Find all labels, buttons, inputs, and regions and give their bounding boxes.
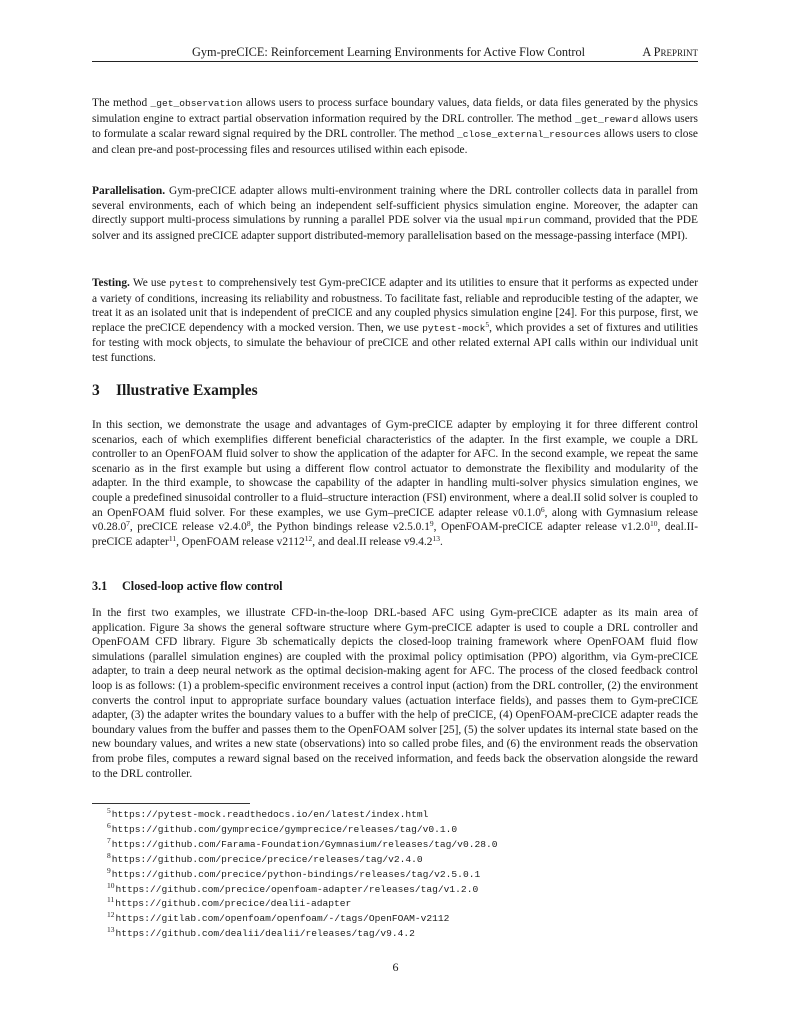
footnote-mark: 9 (107, 865, 111, 875)
paragraph-intro (92, 418, 698, 549)
text: In the first two examples, we illustrate CFD-in-the-loop DRL-based AFC using Gym-preCICE adapter as its main area of application. Figure 3a shows the general software structure where Gym-preCICE adapter is used to couple a DRL controller and OpenFOAM CFD library. Figure 3b schematically depicts the closed-loop training framework where OpenFOAM fluid flow simulations (parallel simulation engines) are coupled with the proximal policy optimisation (PPO) algorithm, via Gym-preCICE adapter, to train a deep neural network as the optimal decision-making agent for AFC. The process of the closed feedback control loop is as follows: (1) a problem-specific environment receives a control input (action) from the DRL controller, (2) the environment converts the control input to appropriate surface boundary values (actuation interface fields), and passes them to Gym-preCICE adapter, (3) the adapter writes the boundary values to a buffer with the help of preCICE, (4) OpenFOAM-preCICE adapter reads the boundary values from the buffer and passes them to the OpenFOAM solver [25], (5) the solver updates its internal state based on the new boundary values, and writes a new state (observations) into so called probe files, and (6) the environment reads the observation from probe files, computes a reward signal based on the received information, and feeds back the observation alongside the reward to the DRL controller. (92, 607, 698, 780)
footnote-ref: 8 (246, 519, 251, 529)
text: , OpenFOAM release v2112 (176, 535, 305, 548)
paragraph-parallelisation (92, 184, 698, 243)
text: . (439, 535, 443, 548)
footnote-item (107, 850, 667, 868)
footnote-ref: 6 (540, 504, 545, 514)
code-pytest-mock: pytest-mock (422, 322, 486, 334)
header-title: Gym-preCICE: Reinforcement Learning Environments for Active Flow Control (192, 45, 586, 59)
text: , the Python bindings release v2.5.0.1 (250, 521, 430, 534)
footnote-mark: 10 (107, 880, 115, 890)
code-get-reward: _get_reward (575, 113, 639, 125)
text: , and deal.II release v9.4.2 (312, 535, 433, 548)
footnote-link[interactable]: https://github.com/Farama-Foundation/Gymnasium/releases/tag/v0.28.0 (111, 838, 498, 850)
header-rule (92, 61, 698, 62)
text: command, provided that the PDE solver and its assigned preCICE adapter support distributed-memory parallelisation based on the message-passing interface (MPI). (92, 214, 698, 242)
footnote-mark: 7 (107, 835, 111, 845)
text: , OpenFOAM-preCICE adapter release v1.2.0 (433, 521, 650, 534)
code-close-external-resources: _close_external_resources (457, 129, 601, 141)
footnote-ref: 9 (429, 519, 434, 529)
subsection-title: Closed-loop active flow control (122, 579, 283, 593)
section-heading (92, 382, 258, 400)
subsection-number: 3.1 (92, 579, 108, 593)
footnote-link[interactable]: https://github.com/gymprecice/gymprecice/releases/tag/v0.1.0 (111, 823, 458, 835)
section-title: Illustrative Examples (116, 382, 258, 399)
footnote-mark: 11 (107, 895, 115, 905)
footnote-item (107, 912, 667, 927)
paragraph-heading: Parallelisation. (92, 185, 166, 197)
footnote-mark: 6 (107, 820, 111, 830)
subsection-heading (92, 579, 283, 594)
footnote-item (107, 880, 667, 898)
footnote-item (107, 897, 667, 912)
footnote-mark: 5 (107, 806, 111, 815)
code-get-observation: _get_observation (150, 98, 243, 109)
paragraph-testing (92, 276, 698, 366)
paragraph-methods (92, 96, 698, 157)
code-mpirun: mpirun (506, 215, 541, 227)
footnote-mark: 8 (107, 850, 111, 860)
footnote-link[interactable]: https://github.com/precice/python-bindings/releases/tag/v2.5.0.1 (111, 868, 481, 880)
text: to comprehensively test Gym-preCICE adapter and its utilities to ensure that it performs as expected under a variety of conditions, increasing its reliability and robustness. To facilitate fast, reliable and reproducible testing of the adapter, we treat it as an isolated unit that is independent of preCICE and any coupled physics simulation engine [24]. For this purpose, first, we replace the preCICE dependency with a mocked version. Then, we use (92, 277, 698, 334)
text: In this section, we demonstrate the usage and advantages of Gym-preCICE adapter by employing it for three different control scenarios, each of which exemplifies different beneficial characteristics of the adapter. In the first example, we couple a DRL controller to an OpenFOAM fluid solver to show the application of the adapter for AFC. In the second example, we repeat the same scenario as in the first example but using a different flow control actuator to demonstrate the flexibility and modularity of the adapter. In the third example, to showcase the capability of the adapter in handling multi-solver physics simulation engines, we couple a predefined sinusoidal controller to a fluid–structure interaction (FSI) environment, where a deal.II solid solver is coupled to an OpenFOAM fluid solver. For these examples, we use Gym–preCICE adapter release v0.1.0 (92, 419, 698, 519)
footnote-ref: 13 (432, 533, 440, 543)
text: , along with Gymnasium release v0.28.0 (92, 506, 698, 534)
footnote-link[interactable]: https://pytest-mock.readthedocs.io/en/latest/index.html (111, 809, 429, 820)
footnote-item (107, 865, 667, 883)
footnote-item (107, 808, 667, 823)
footnote-ref: 11 (168, 533, 177, 543)
text: , which provides a set of fixtures and utilities for testing with mock objects, to simulate the behaviour of preCICE and other related external API calls within our individual unit test functions. (92, 321, 698, 364)
footnote-item (107, 835, 667, 853)
footnote-ref: 12 (304, 533, 313, 543)
section-number: 3 (92, 382, 100, 399)
text: , deal.II-preCICE adapter (92, 521, 698, 548)
footnote-link[interactable]: https://github.com/precice/dealii-adapter (115, 898, 352, 910)
text: allows users to close and clean pre-and post-processing files and resources utilised within each episode. (92, 128, 698, 156)
footnote-link[interactable]: https://gitlab.com/openfoam/openfoam/-/tags/OpenFOAM-v2112 (115, 913, 450, 925)
footnote-mark: 13 (107, 925, 115, 935)
footnotes (107, 808, 667, 942)
footnote-link[interactable]: https://github.com/dealii/dealii/releases/tag/v9.4.2 (115, 928, 415, 940)
footnote-ref: 5 (485, 319, 490, 329)
text: Gym-preCICE adapter allows multi-environment training where the DRL controller collects data in parallel from several environments, each of which being an independent self-sufficient physics simulation engine. Moreover, the adapter can directly support multi-process simulations by running a parallel PDE solver via the usual (92, 185, 698, 227)
text: The method (92, 97, 151, 109)
running-header (92, 45, 698, 65)
code-pytest: pytest (169, 278, 204, 289)
text: allows users to formulate a scalar reward signal required by the DRL controller. The method (92, 112, 698, 141)
paragraph-heading: Testing. (92, 277, 130, 289)
footnote-ref: 7 (126, 519, 130, 529)
text: We use (129, 277, 170, 289)
footnote-ref: 10 (649, 519, 658, 529)
footnote-link[interactable]: https://github.com/precice/precice/releases/tag/v2.4.0 (111, 853, 423, 865)
text: , preCICE release v2.4.0 (129, 521, 247, 534)
footnote-item (107, 820, 667, 838)
page-number: 6 (392, 960, 399, 974)
paragraph-closed-loop (92, 606, 698, 781)
preprint-tag: A Preprint (642, 45, 698, 59)
footnote-rule (92, 803, 250, 804)
footnote-link[interactable]: https://github.com/precice/openfoam-adapter/releases/tag/v1.2.0 (115, 883, 479, 895)
footnote-item (107, 927, 667, 942)
footnote-mark: 12 (107, 910, 115, 920)
text: allows users to process surface boundary values, data fields, or data files generated by the physics simulation engine to extract partial observation information required by the DRL controller. The method (92, 97, 698, 125)
